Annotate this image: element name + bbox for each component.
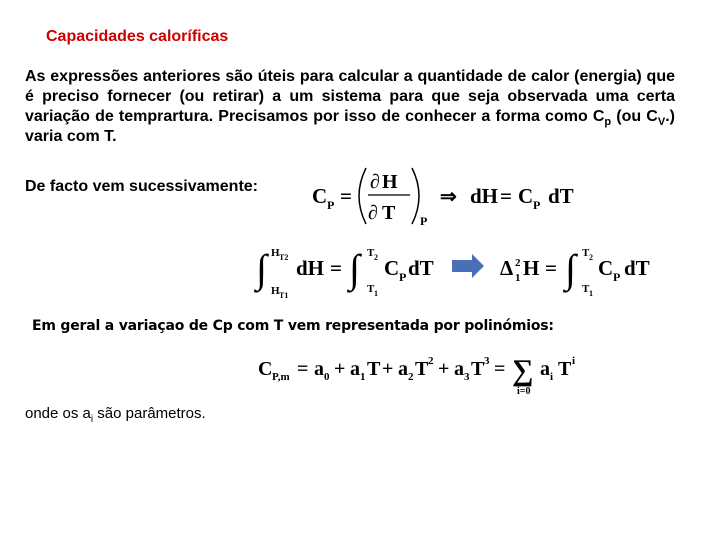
svg-text:i=0: i=0 xyxy=(517,386,531,397)
svg-text:T2: T2 xyxy=(279,253,289,262)
svg-text:i: i xyxy=(550,371,554,383)
svg-text:dH: dH xyxy=(470,184,499,208)
svg-text:=: = xyxy=(330,256,342,280)
svg-text:P: P xyxy=(533,198,541,212)
svg-text:2: 2 xyxy=(408,371,414,383)
svg-text:T: T xyxy=(367,283,375,295)
svg-text:∂: ∂ xyxy=(370,171,380,193)
svg-text:2: 2 xyxy=(374,253,378,262)
svg-text:C: C xyxy=(312,184,328,208)
params-suffix: são parâmetros. xyxy=(93,405,206,422)
svg-text:dT: dT xyxy=(548,184,574,208)
cp-definition-equation xyxy=(312,168,574,228)
svg-text:1: 1 xyxy=(374,289,378,298)
svg-text:P: P xyxy=(420,214,428,228)
svg-text:a: a xyxy=(350,358,360,380)
svg-text:+: + xyxy=(382,358,394,380)
svg-text:1: 1 xyxy=(589,289,593,298)
polynomial-note: Em geral a variaçao de Cp com T vem representada por polinómios: xyxy=(32,318,554,334)
polynomial-equation xyxy=(258,354,575,397)
svg-text:2: 2 xyxy=(515,257,521,269)
svg-text:P,m: P,m xyxy=(272,371,290,383)
params-sub: i xyxy=(90,414,94,425)
svg-text:∫: ∫ xyxy=(349,246,360,291)
intro-text: As expressões anteriores são úteis para calcular a quantidade de calor (energia) que é preciso fornecer (ou retirar) a um sistema para que seja observada uma certa variação de temprartura. Precisamos por isso de conhecer a forma como C xyxy=(25,68,675,125)
svg-text:i: i xyxy=(572,355,576,367)
svg-text:0: 0 xyxy=(324,371,330,383)
svg-text:∫: ∫ xyxy=(565,246,576,291)
cp-subscript: p xyxy=(604,116,612,129)
svg-text:a: a xyxy=(314,358,324,380)
svg-text:a: a xyxy=(454,358,464,380)
svg-text:=: = xyxy=(500,184,512,208)
svg-text:C: C xyxy=(598,256,614,280)
svg-text:3: 3 xyxy=(484,355,490,367)
params-prefix: onde os a xyxy=(25,405,91,422)
svg-text:=: = xyxy=(494,358,506,380)
svg-text:T: T xyxy=(582,283,590,295)
svg-text:T: T xyxy=(415,358,429,380)
svg-text:C: C xyxy=(518,184,534,208)
svg-text:=: = xyxy=(545,256,557,280)
svg-text:C: C xyxy=(258,358,273,380)
svg-text:H: H xyxy=(271,285,280,297)
svg-text:1: 1 xyxy=(515,272,521,284)
svg-text:T: T xyxy=(367,358,381,380)
svg-text:3: 3 xyxy=(464,371,470,383)
svg-text:∑: ∑ xyxy=(512,354,534,387)
svg-text:T: T xyxy=(558,358,572,380)
svg-text:+: + xyxy=(334,358,346,380)
svg-text:T1: T1 xyxy=(279,291,289,300)
cv-subscript: V xyxy=(657,116,666,129)
integral-equation xyxy=(253,246,650,300)
svg-text:Δ: Δ xyxy=(500,256,514,280)
svg-text:dT: dT xyxy=(408,256,434,280)
svg-text:H: H xyxy=(271,247,280,259)
svg-text:dH: dH xyxy=(296,256,325,280)
svg-text:a: a xyxy=(540,358,550,380)
svg-text:P: P xyxy=(613,270,621,284)
svg-text:2: 2 xyxy=(428,355,434,367)
svg-text:a: a xyxy=(398,358,408,380)
svg-text:P: P xyxy=(399,270,407,284)
right-arrow-icon xyxy=(452,254,484,278)
svg-text:H: H xyxy=(523,256,540,280)
svg-text:=: = xyxy=(340,184,352,208)
intro-mid: (ou C xyxy=(611,108,658,125)
svg-text:∂: ∂ xyxy=(368,202,378,224)
svg-text:C: C xyxy=(384,256,400,280)
svg-text:1: 1 xyxy=(360,371,366,383)
svg-text:∫: ∫ xyxy=(256,246,267,291)
svg-text:⇒: ⇒ xyxy=(440,186,457,208)
svg-text:2: 2 xyxy=(589,253,593,262)
svg-text:=: = xyxy=(297,358,309,380)
intro-tail: .) varia com T. xyxy=(25,108,675,145)
svg-text:T: T xyxy=(382,202,396,224)
svg-text:T: T xyxy=(582,247,590,259)
svg-text:H: H xyxy=(382,171,398,193)
svg-text:T: T xyxy=(471,358,485,380)
svg-text:T: T xyxy=(367,247,375,259)
defacto-label: De facto vem sucessivamente: xyxy=(25,178,258,195)
svg-text:dT: dT xyxy=(624,256,650,280)
svg-text:+: + xyxy=(438,358,450,380)
page-title: Capacidades caloríficas xyxy=(46,28,229,45)
svg-text:P: P xyxy=(327,198,335,212)
